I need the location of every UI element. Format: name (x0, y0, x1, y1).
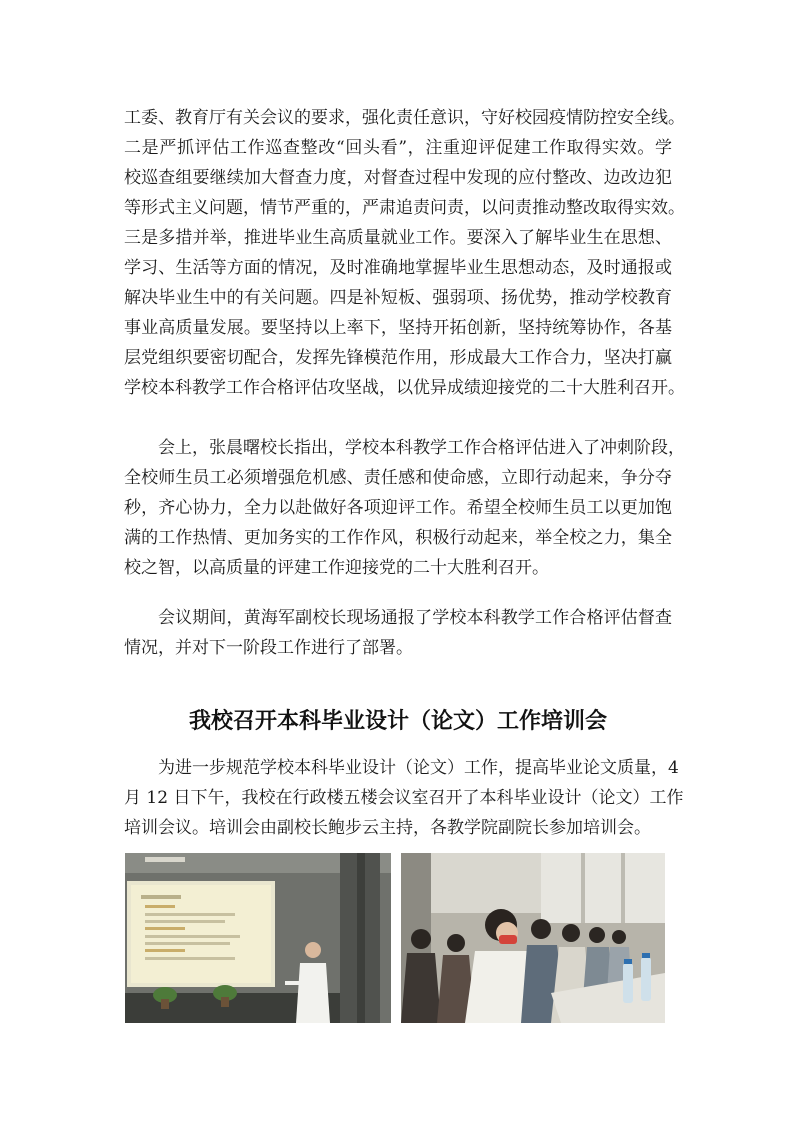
presentation-photo (125, 853, 391, 1023)
audience-photo-icon (401, 853, 665, 1023)
text-line: 校之智，以高质量的评建工作迎接党的二十大胜利召开。 (124, 558, 549, 578)
text-line: 会议期间，黄海军副校长现场通报了学校本科教学工作合格评估督查 (158, 608, 672, 628)
text-line: 为进一步规范学校本科毕业设计（论文）工作，提高毕业论文质量，4 (158, 758, 679, 778)
paragraph-evaluation-tasks (124, 103, 685, 403)
text-line: 满的工作热情、更加务实的工作作风，积极行动起来，举全校之力，集全 (124, 528, 672, 548)
text-line: 会上，张晨曙校长指出，学校本科教学工作合格评估进入了冲刺阶段， (158, 438, 685, 458)
text-line: 等形式主义问题，情节严重的，严肃追责问责，以问责推动整改取得实效。 (124, 198, 685, 218)
text-line: 工委、教育厅有关会议的要求，强化责任意识，守好校园疫情防控安全线。 (124, 108, 685, 128)
paragraph-training-meeting (124, 753, 684, 843)
text-line: 学校本科教学工作合格评估攻坚战，以优异成绩迎接党的二十大胜利召开。 (124, 378, 685, 398)
text-line: 二是严抓评估工作巡查整改“回头看”，注重迎评促建工作取得实效。学 (124, 138, 672, 158)
paragraph-vice-president-report (124, 603, 672, 663)
paragraph-president-remarks (124, 433, 685, 583)
text-line: 事业高质量发展。要坚持以上率下，坚持开拓创新，坚持统筹协作，各基 (124, 318, 672, 338)
text-line: 解决毕业生中的有关问题。四是补短板、强弱项、扬优势，推动学校教育 (124, 288, 672, 308)
text-line: 层党组织要密切配合，发挥先锋模范作用，形成最大工作合力，坚决打赢 (124, 348, 672, 368)
text-line: 三是多措并举，推进毕业生高质量就业工作。要深入了解毕业生在思想、 (124, 228, 672, 248)
presentation-photo-icon (125, 853, 391, 1023)
text-line: 情况，并对下一阶段工作进行了部署。 (124, 638, 413, 658)
text-line: 培训会议。培训会由副校长鲍步云主持，各教学院副院长参加培训会。 (124, 818, 651, 838)
audience-photo (401, 853, 665, 1023)
text-line: 秒，齐心协力，全力以赴做好各项迎评工作。希望全校师生员工以更加饱 (124, 498, 672, 518)
section-title: 我校召开本科毕业设计（论文）工作培训会 (188, 709, 607, 734)
text-line: 全校师生员工必须增强危机感、责任感和使命感，立即行动起来，争分夺 (124, 468, 672, 488)
text-line: 校巡查组要继续加大督查力度，对督查过程中发现的应付整改、边改边犯 (124, 168, 672, 188)
text-line: 学习、生活等方面的情况，及时准确地掌握毕业生思想动态，及时通报或 (124, 258, 672, 278)
text-line: 月 12 日下午，我校在行政楼五楼会议室召开了本科毕业设计（论文）工作 (124, 788, 684, 808)
